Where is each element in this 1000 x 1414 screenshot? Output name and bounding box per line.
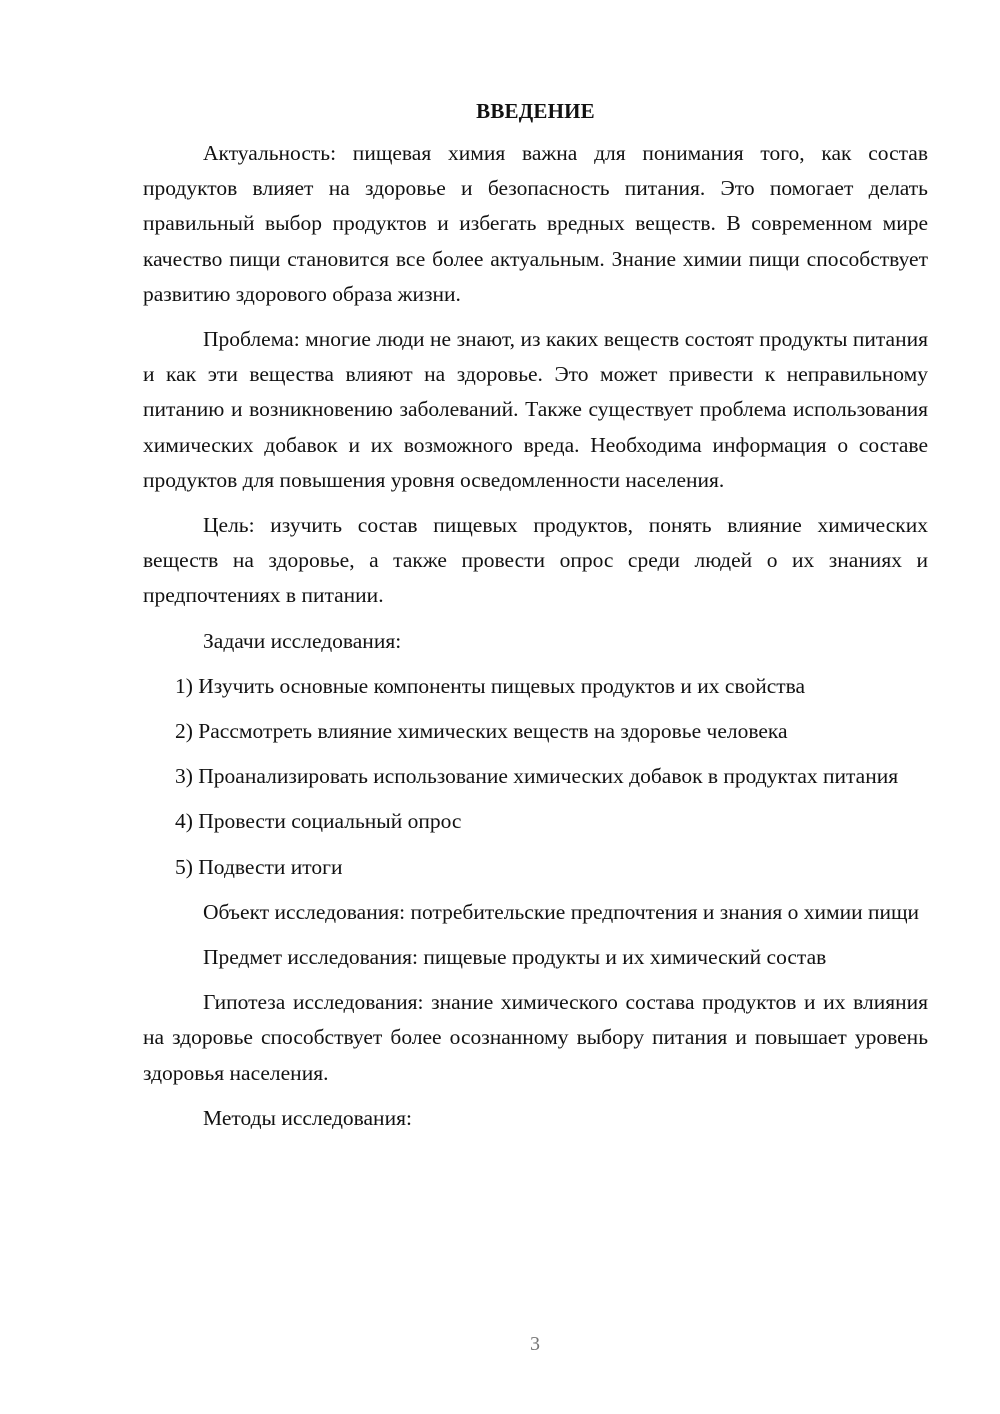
paragraph-goal: Цель: изучить состав пищевых продуктов, понять влияние химических веществ на здоровье, а также провести опрос среди людей о их знаниях и предпочтениях в питании. bbox=[143, 513, 928, 608]
task-item-4: 4) Провести социальный опрос bbox=[175, 809, 462, 834]
task-item-2: 2) Рассмотреть влияние химических веществ на здоровье человека bbox=[175, 719, 788, 744]
task-item-5: 5) Подвести итоги bbox=[175, 854, 343, 879]
document-page bbox=[143, 96, 928, 1146]
tasks-heading: Задачи исследования: bbox=[203, 628, 402, 653]
task-item-1: 1) Изучить основные компоненты пищевых продуктов и их свойства bbox=[175, 673, 806, 698]
paragraph-relevance: Актуальность: пищевая химия важна для понимания того, как состав продуктов влияет на здоровье и безопасность питания. Это помогает делать правильный выбор продуктов и избегать вредных веществ. В современном мире качество пищи становится все более актуальным. Знание химии пищи способствует развитию здорового образа жизни. bbox=[143, 141, 928, 306]
paragraph-object: Объект исследования: потребительские предпочтения и знания о химии пищи bbox=[203, 899, 920, 924]
paragraph-problem: Проблема: многие люди не знают, из каких веществ состоят продукты питания и как эти вещества влияют на здоровье. Это может привести к неправильному питанию и возникновению заболеваний. Также существует проблема использования химических добавок и их возможного вреда. Необходима информация о составе продуктов для повышения уровня осведомленности населения. bbox=[143, 327, 928, 492]
task-item-3: 3) Проанализировать использование химических добавок в продуктах питания bbox=[175, 764, 899, 789]
page-number: 3 bbox=[530, 1333, 540, 1355]
methods-heading: Методы исследования: bbox=[203, 1105, 412, 1130]
page-title: ВВЕДЕНИЕ bbox=[476, 99, 595, 123]
paragraph-subject: Предмет исследования: пищевые продукты и их химический состав bbox=[203, 945, 827, 970]
paragraph-hypothesis: Гипотеза исследования: знание химического состава продуктов и их влияния на здоровье способствует более осознанному выбору питания и повышает уровень здоровья населения. bbox=[143, 990, 928, 1085]
